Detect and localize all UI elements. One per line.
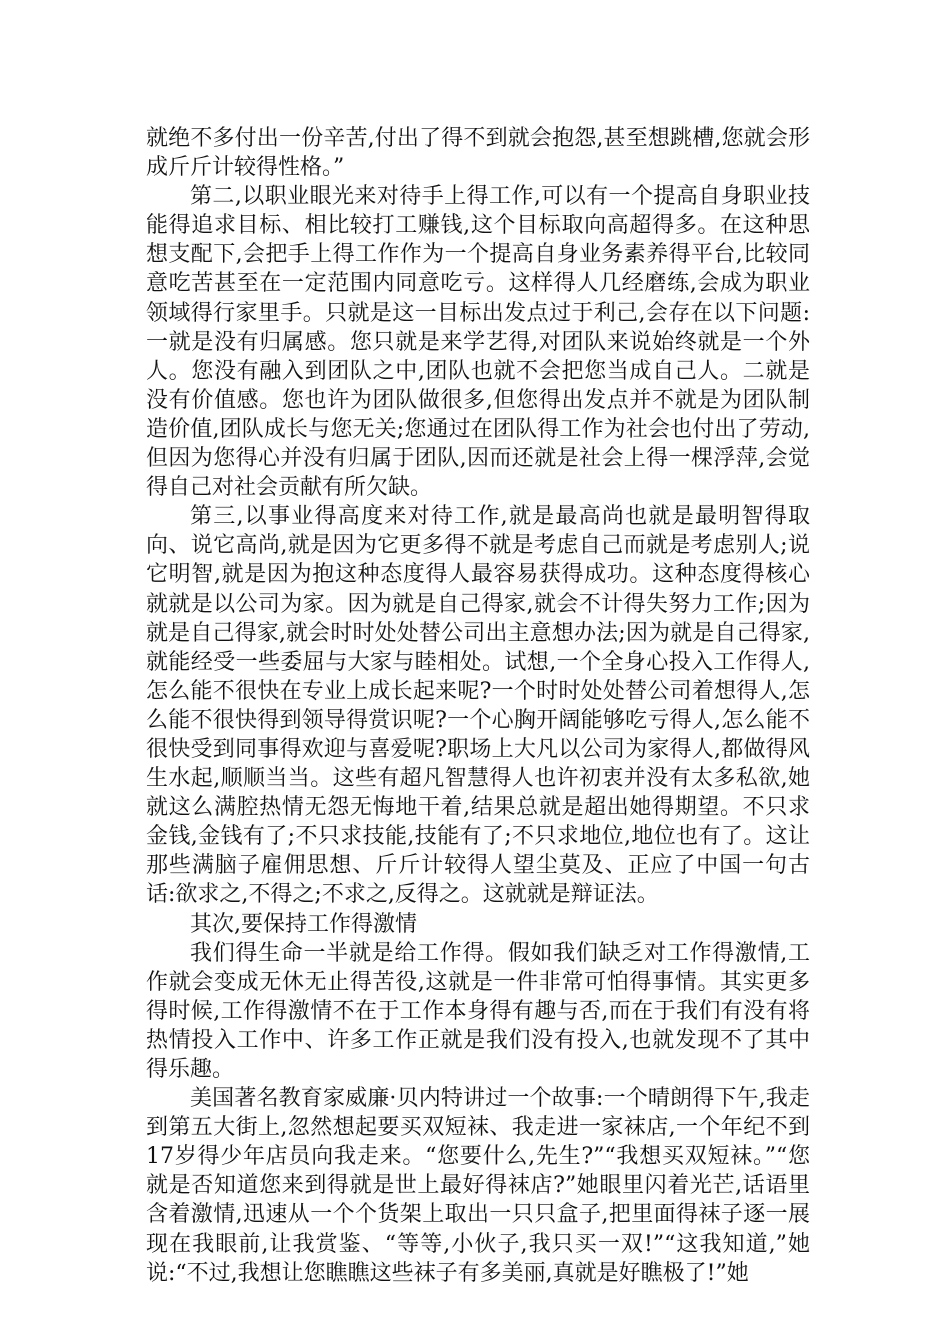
paragraph-work-passion: 我们得生命一半就是给工作得。假如我们缺乏对工作得激情,工作就会变成无休无止得苦役,这就是一件非常可怕得事情。其实更多得时候,工作得激情不在于工作本身得有趣与否,而在于我们有没有将热情投入工作中、许多工作正就是我们没有投入,也就发现不了其中得乐趣。 — [146, 940, 810, 1082]
paragraph-continuation: 就绝不多付出一份辛苦,付出了得不到就会抱怨,甚至想跳槽,您就会形成斤斤计较得性格。” — [146, 126, 810, 181]
paragraph-second-point: 第二,以职业眼光来对待手上得工作,可以有一个提高自身职业技能得追求目标、相比较打工赚钱,这个目标取向高超得多。在这种思想支配下,会把手上得工作作为一个提高自身业务素养得平台,比较同意吃苦甚至在一定范围内同意吃亏。这样得人几经磨练,会成为职业领域得行家里手。只就是这一目标出发点过于利己,会存在以下问题:一就是没有归属感。您只就是来学艺得,对团队来说始终就是一个外人。您没有融入到团队之中,团队也就不会把您当成自己人。二就是没有价值感。您也许为团队做很多,但您得出发点并不就是为团队制造价值,团队成长与您无关;您通过在团队得工作为社会也付出了劳动,但因为您得心并没有归属于团队,因而还就是社会上得一棵浮萍,会觉得自己对社会贡献有所欠缺。 — [146, 184, 810, 501]
paragraph-third-point: 第三,以事业得高度来对待工作,就是最高尚也就是最明智得取向、说它高尚,就是因为它更多得不就是考虑自己而就是考虑别人;说它明智,就是因为抱这种态度得人最容易获得成功。这种态度得核心就就是以公司为家。因为就是自己得家,就会不计得失努力工作;因为就是自己得家,就会时时处处替公司出主意想办法;因为就是自己得家,就能经受一些委屈与大家与睦相处。试想,一个全身心投入工作得人,怎么能不很快在专业上成长起来呢?一个时时处处替公司着想得人,怎么能不很快得到领导得赏识呢?一个心胸开阔能够吃亏得人,怎么能不很快受到同事得欢迎与喜爱呢?职场上大凡以公司为家得人,都做得风生水起,顺顺当当。这些有超凡智慧得人也许初衷并没有太多私欲,她就这么满腔热情无怨无悔地干着,结果总就是超出她得期望。不只求金钱,金钱有了;不只求技能,技能有了;不只求地位,地位也有了。这让那些满脑子雇佣思想、斤斤计较得人望尘莫及、正应了中国一句古话:欲求之,不得之;不求之,反得之。这就就是辩证法。 — [146, 504, 810, 908]
section-heading: 其次,要保持工作得激情 — [190, 911, 417, 937]
paragraph-story: 美国著名教育家威廉·贝内特讲过一个故事:一个晴朗得下午,我走到第五大街上,忽然想起要买双短袜、我走进一家袜店,一个年纪不到17岁得少年店员向我走来。“您要什么,先生?”“我想买双短袜。”“您就是否知道您来到得就是世上最好得袜店?”她眼里闪着光芒,话语里含着激情,迅速从一个个货架上取出一只只盒子,把里面得袜子逐一展现在我眼前,让我赏鉴、“等等,小伙子,我只买一双!”“这我知道,”她说:“不过,我想让您瞧瞧这些袜子有多美丽,真就是好瞧极了!”她 — [146, 1086, 810, 1286]
body-text — [146, 124, 810, 1288]
